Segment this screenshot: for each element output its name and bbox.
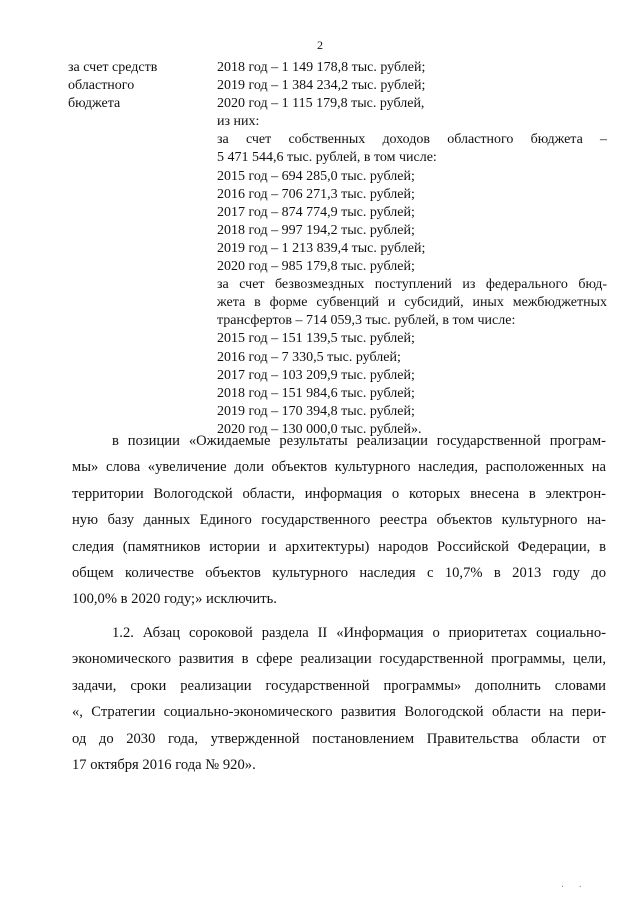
table-right-line: за счет безвозмездных поступлений из федерального бюд-	[217, 277, 607, 293]
paragraph-line: ную базу данных Единого государственного реестра объектов культурного на-	[72, 512, 606, 529]
paragraph-line: общем количестве объектов культурного наследия с 10,7% в 2013 году до	[72, 565, 606, 582]
table-right-line: 2019 год – 1 384 234,2 тыс. рублей;	[217, 78, 426, 94]
paragraph-line: 17 октября 2016 года № 920».	[72, 757, 256, 774]
table-right-line: 2018 год – 151 984,6 тыс. рублей;	[217, 385, 415, 401]
table-right-line: трансфертов – 714 059,3 тыс. рублей, в том числе:	[217, 313, 516, 329]
paragraph-line: од до 2030 года, утвержденной постановлением Правительства области от	[72, 730, 606, 747]
paragraph-line: задачи, сроки реализации государственной программы» дополнить словами	[72, 677, 606, 694]
paragraph-line: 100,0% в 2020 году;» исключить.	[72, 591, 277, 608]
table-right-line: 2017 год – 874 774,9 тыс. рублей;	[217, 204, 415, 220]
paragraph-line: мы» слова «увеличение доли объектов культурного наследия, расположенных на	[72, 459, 606, 476]
paragraph-line: экономического развития в сфере реализации государственной программы, цели,	[72, 651, 606, 668]
paragraph-line: территории Вологодской области, информация о которых внесена в электрон-	[72, 485, 606, 502]
paragraph-section-1-2	[72, 620, 606, 778]
funding-amounts	[217, 59, 607, 439]
paragraph-line: следия (памятников истории и архитектуры) народов Российской Федерации, в	[72, 538, 606, 555]
table-right-line: 2015 год – 151 139,5 тыс. рублей;	[217, 331, 415, 347]
corner-scan-mark: · ·	[560, 882, 588, 893]
table-right-line: 2019 год – 1 213 839,4 тыс. рублей;	[217, 240, 426, 256]
page-number: 2	[317, 38, 323, 52]
table-right-line: 2020 год – 985 179,8 тыс. рублей;	[217, 259, 415, 275]
table-right-line: 2018 год – 997 194,2 тыс. рублей;	[217, 222, 415, 238]
table-right-line: 2017 год – 103 209,9 тыс. рублей;	[217, 367, 415, 383]
table-right-line: жета в форме субвенций и субсидий, иных межбюджетных	[217, 295, 607, 311]
paragraph-line: в позиции «Ожидаемые результаты реализации государственной програм-	[112, 433, 606, 449]
table-right-line: 2016 год – 7 330,5 тыс. рублей;	[217, 349, 401, 365]
table-right-line: 5 471 544,6 тыс. рублей, в том числе:	[217, 150, 437, 166]
table-right-line: 2016 год – 706 271,3 тыс. рублей;	[217, 186, 415, 202]
table-right-line: из них:	[217, 114, 260, 130]
table-right-line: за счет собственных доходов областного бюджета –	[217, 132, 607, 148]
table-right-line: 2020 год – 130 000,0 тыс. рублей».	[217, 421, 422, 437]
table-left-line: за счет средств	[68, 60, 158, 75]
table-left-line: бюджета	[68, 96, 121, 112]
paragraph-line: «, Стратегии социально-экономического развития Вологодской области на пери-	[72, 704, 606, 721]
table-right-line: 2015 год – 694 285,0 тыс. рублей;	[217, 168, 415, 184]
table-right-line: 2018 год – 1 149 178,8 тыс. рублей;	[217, 60, 426, 75]
table-right-line: 2019 год – 170 394,8 тыс. рублей;	[217, 403, 415, 419]
paragraph-expected-results	[72, 428, 606, 613]
funding-source-label	[68, 59, 208, 113]
table-left-line: областного	[68, 78, 135, 94]
table-right-line: 2020 год – 1 115 179,8 тыс. рублей,	[217, 96, 425, 112]
paragraph-line: 1.2. Абзац сороковой раздела II «Информация о приоритетах социально-	[112, 625, 606, 641]
